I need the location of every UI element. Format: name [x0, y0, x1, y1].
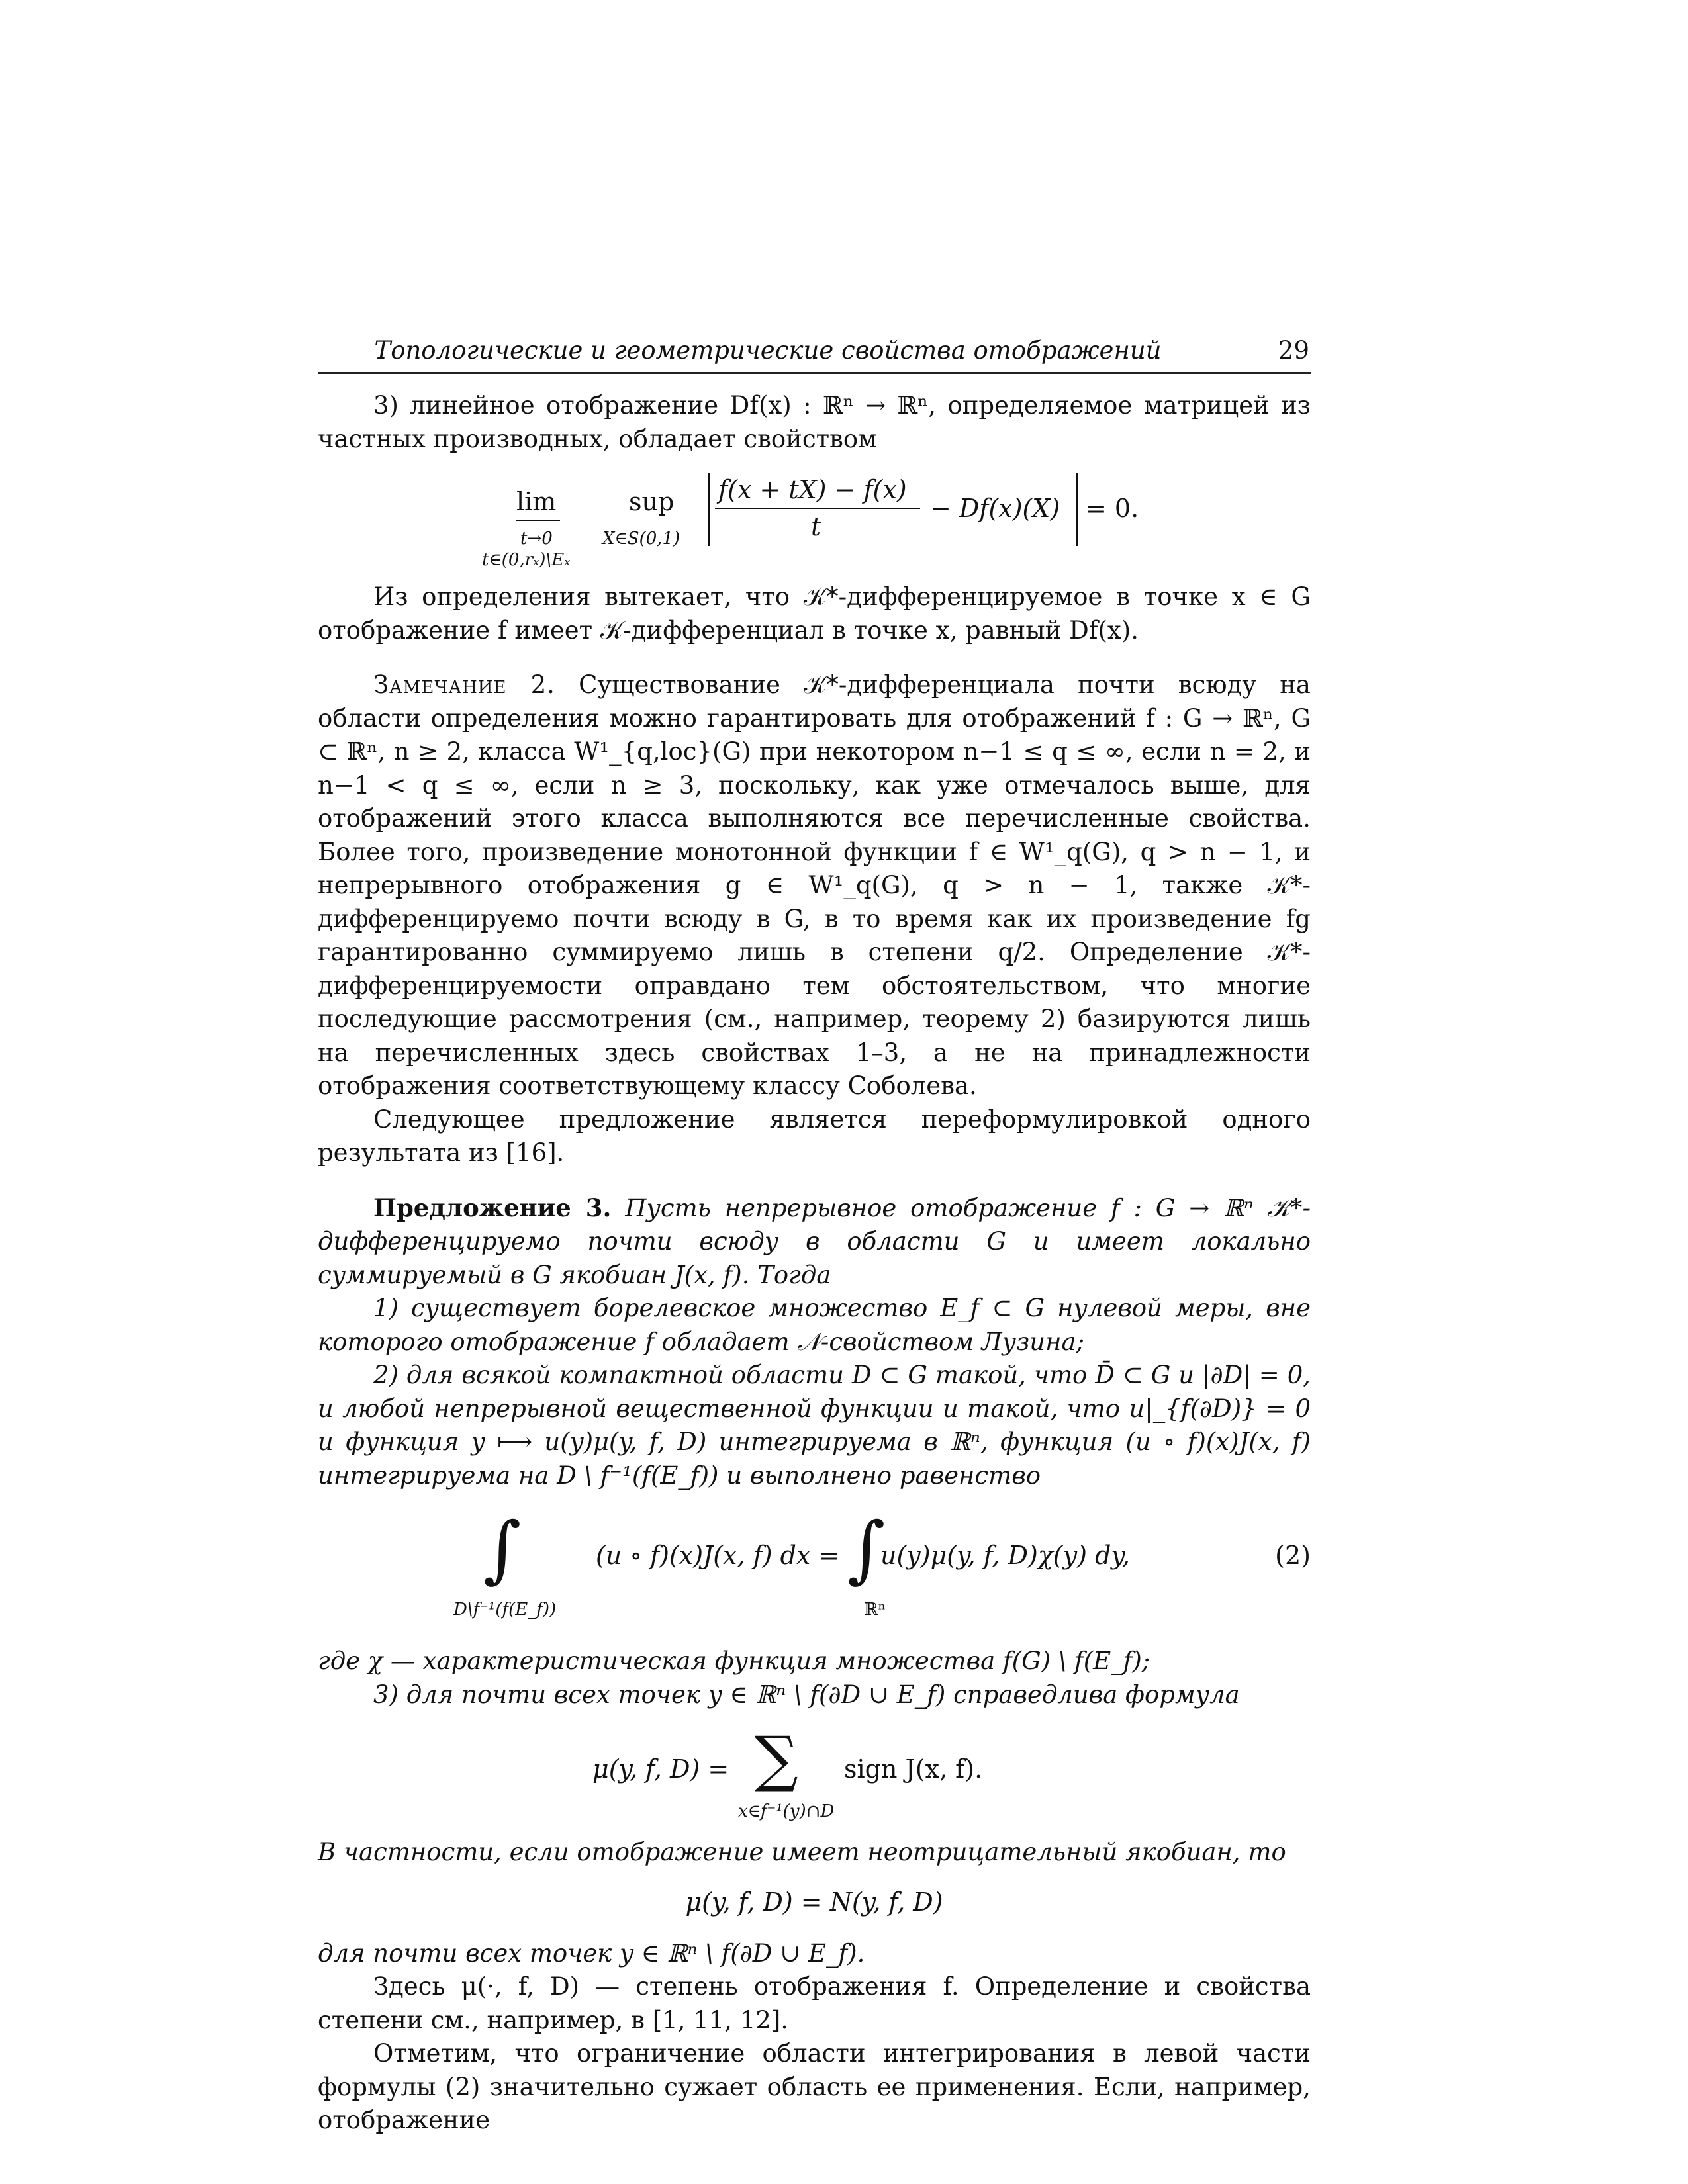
formula2-lhs-domain: D\f⁻¹(f(E_f)): [453, 1600, 557, 1619]
definition-paragraph: Из определения вытекает, что 𝒦*-дифференцируемое в точке x ∈ G отображение f имеет 𝒦-дифференциал в точке x, равный Df(x).: [318, 582, 1311, 645]
equation-number: (2): [1275, 1541, 1311, 1570]
formula-numerator: f(x + tX) − f(x): [718, 475, 907, 504]
running-header: [318, 331, 1311, 374]
abs-right-bar: [1076, 473, 1078, 546]
formula3-rhs: sign J(x, f).: [844, 1754, 983, 1784]
sum-sign: ∑: [755, 1723, 798, 1794]
formula-denominator: t: [811, 512, 821, 541]
item-3-paragraph: 3) линейное отображение Df(x) : ℝⁿ → ℝⁿ, определяемое матрицей из частных производных, обладает свойством: [318, 391, 1311, 453]
proposition-label: Предложение 3.: [373, 1193, 612, 1222]
formula-degree-sum: [318, 1723, 1311, 1821]
formula-degree-equals-multiplicity: [318, 1879, 1311, 1925]
proposition-item-2: 2) для всякой компактной области D ⊂ G такой, что D̄ ⊂ G и |∂D| = 0, и любой непрерывной вещественной функции u такой, что u|_{f(∂D)} = 0 и функция y ⟼ u(y)μ(y, f, D) интегрируема в ℝⁿ, функция (u ∘ f)(x)J(x, f) интегрируема на D \ f⁻¹(f(E_f)) и выполнено равенство: [318, 1361, 1311, 1490]
formula-tail: − Df(x)(X): [930, 494, 1060, 523]
particular-case: В частности, если отображение имеет неотрицательный якобиан, то: [318, 1838, 1286, 1866]
lim-underline: [516, 520, 560, 521]
chi-definition: где χ — характеристическая функция множества f(G) \ f(E_f);: [318, 1647, 1150, 1675]
fraction-bar: [715, 508, 920, 509]
formula3-sum-sub: x∈f⁻¹(y)∩D: [738, 1801, 835, 1821]
formula2-rhs-domain: ℝⁿ: [864, 1600, 886, 1619]
formula-sup: sup: [629, 487, 675, 516]
remark-paragraph: [318, 668, 1311, 1103]
proposition-item-3: 3) для почти всех точек y ∈ ℝⁿ \ f(∂D ∪ E_f) справедлива формула: [373, 1680, 1240, 1709]
degree-paragraph: Здесь μ(·, f, D) — степень отображения f. Определение и свойства степени см., например, в [1, 11, 12].: [318, 1972, 1311, 2034]
formula-lim: lim: [516, 487, 557, 516]
abs-left-bar: [708, 473, 710, 546]
remark-label: Замечание 2.: [373, 670, 555, 699]
proposition-item-1: 1) существует борелевское множество E_f ⊂ G нулевой меры, вне которого отображение f обладает 𝒩-свойством Лузина;: [318, 1294, 1311, 1356]
integral-sign-right: ∫: [847, 1506, 886, 1591]
almost-all-points: для почти всех точек y ∈ ℝⁿ \ f(∂D ∪ E_f).: [318, 1938, 865, 1968]
integral-sign-left: ∫: [483, 1506, 522, 1591]
page-number: 29: [1278, 336, 1309, 365]
running-title: Топологические и геометрические свойства отображений: [374, 336, 1162, 365]
proposition-paragraph: [318, 1191, 1311, 1293]
formula3-lhs: μ(y, f, D) =: [592, 1754, 729, 1784]
formula4: μ(y, f, D) = N(y, f, D): [685, 1887, 943, 1917]
formula2-rhs: u(y)μ(y, f, D)χ(y) dy,: [880, 1541, 1130, 1570]
formula-integral: [318, 1506, 1311, 1625]
body-text: [318, 389, 1311, 2138]
remark-text: Существование 𝒦*-дифференциала почти всюду на области определения можно гарантировать для отображений f : G → ℝⁿ, G ⊂ ℝⁿ, n ≥ 2, класса W¹_{q,loc}(G) при некотором n−1 ≤ q ≤ ∞, если n = 2, и n−1 < q ≤ ∞, если n ≥ 3, поскольку, как уже отмечалось выше, для отображений этого класса выполняются все перечисленные свойства. Более того, произведение монотонной функции f ∈ W¹_q(G), q > n − 1, и непрерывного отображения g ∈ W¹_q(G), q > n − 1, также 𝒦*-дифференцируемо почти всюду в G, в то время как их произведение fg гарантированно суммируемо лишь в степени q/2. Определение 𝒦*-дифференцируемости оправдано тем обстоятельством, что многие последующие рассмотрения (см., например, теорему 2) базируются лишь на перечисленных здесь свойствах 1–3, а не на принадлежности отображения соответствующему классу Соболева.: [318, 670, 1311, 1100]
formula-rhs: = 0.: [1086, 494, 1139, 523]
formula-sup-sub: X∈S(0,1): [602, 529, 680, 549]
proposition-text: Пусть непрерывное отображение f : G → ℝⁿ 𝒦*-дифференцируемо почти всюду в области G и имеет локально суммируемый в G якобиан J(x, f). Тогда: [318, 1193, 1311, 1289]
last-paragraph: Отметим, что ограничение области интегрирования в левой части формулы (2) значительно сужает область ее применения. Если, например, отображение: [318, 2039, 1311, 2134]
formula-lim-sub1: t→0: [520, 529, 553, 549]
formula-limit: [318, 473, 1311, 570]
next-paragraph: Следующее предложение является переформулировкой одного результата из [16].: [318, 1105, 1311, 1167]
formula2-lhs: (u ∘ f)(x)J(x, f) dx =: [596, 1541, 840, 1570]
formula-lim-sub2: t∈(0,rₓ)\Eₓ: [482, 550, 571, 570]
